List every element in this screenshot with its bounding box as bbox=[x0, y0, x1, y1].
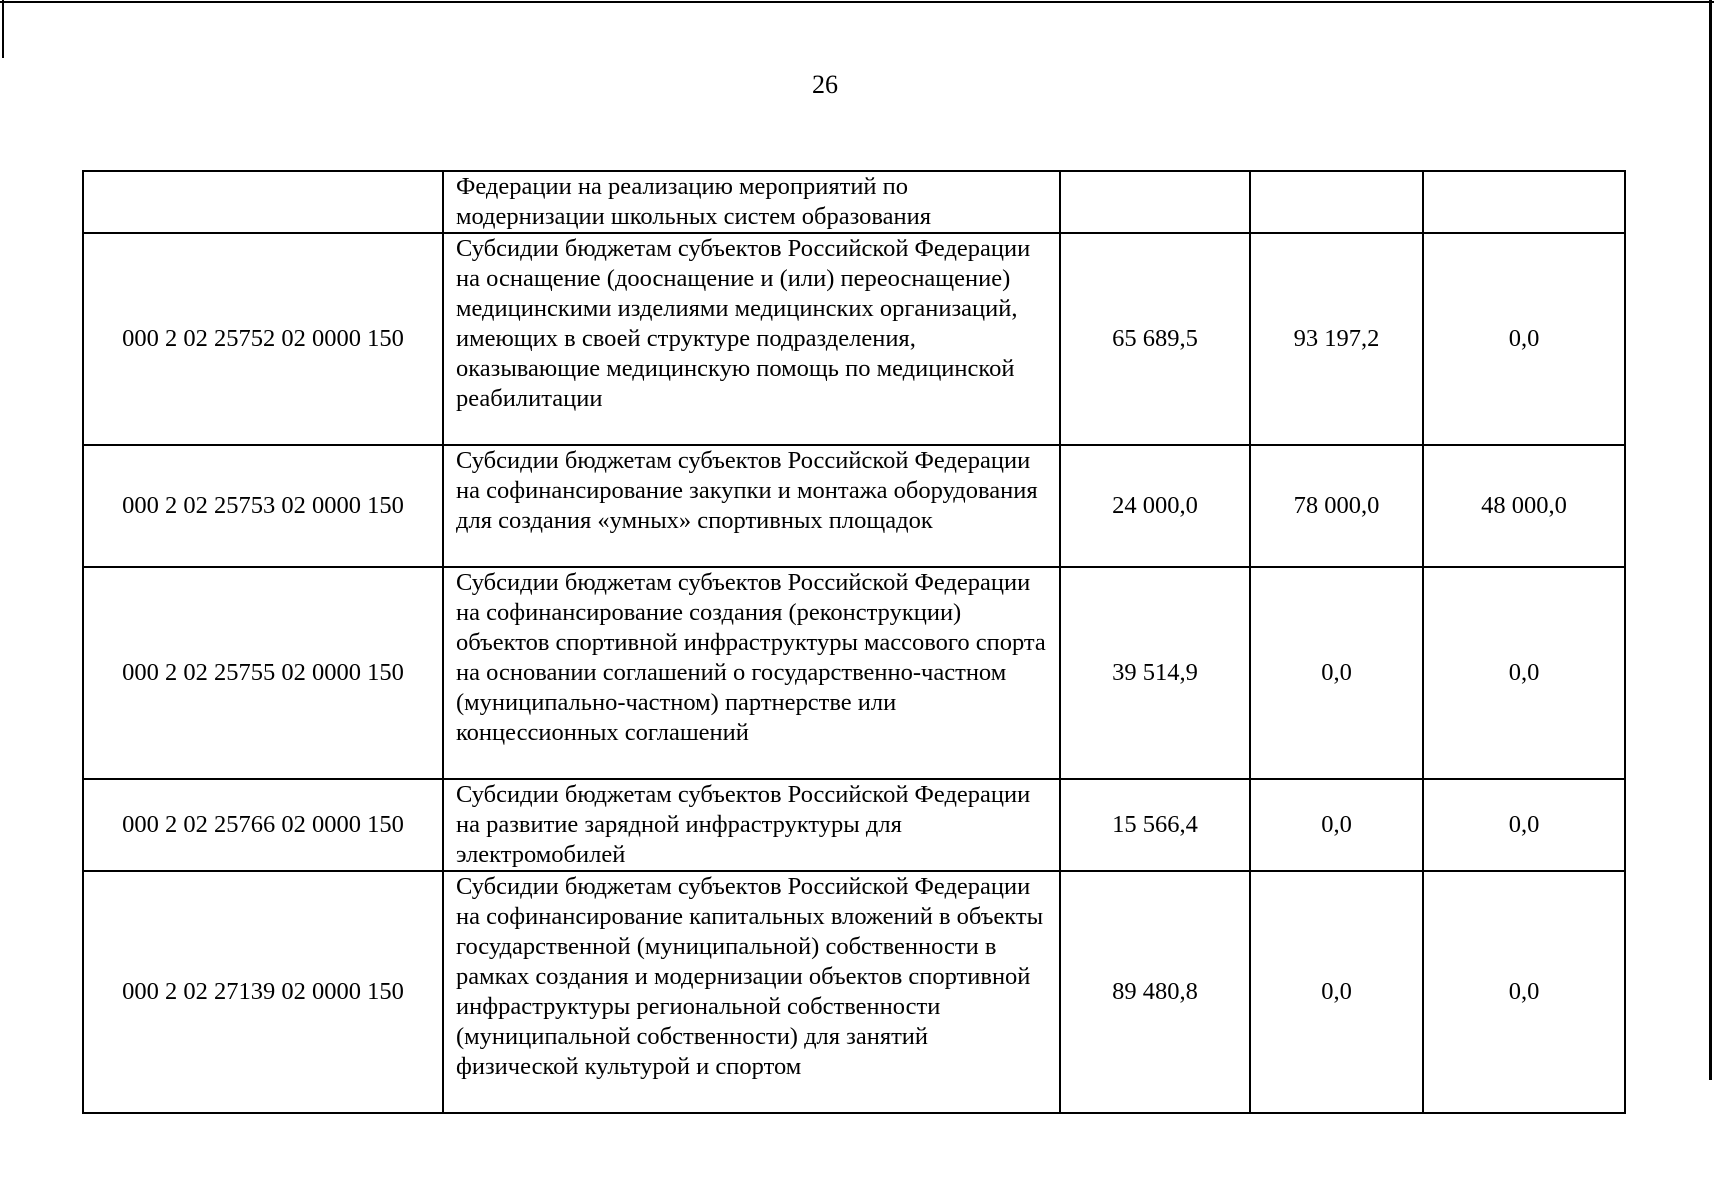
description-cell: Субсидии бюджетам субъектов Российской Федерации на оснащение (дооснащение и (или) переоснащение) медицинскими изделиями медицинских организаций, имеющих в своей структуре подразделения, оказывающие медицинскую помощь по медицинской реабилитации bbox=[443, 233, 1060, 445]
description-cell: Субсидии бюджетам субъектов Российской Федерации на софинансирование создания (реконструкции) объектов спортивной инфраструктуры массового спорта на основании соглашений о государственно-частном (муниципально-частном) партнерстве или концессионных соглашений bbox=[443, 567, 1060, 779]
budget-table bbox=[82, 170, 1626, 1114]
amount-cell-3: 48 000,0 bbox=[1423, 445, 1625, 567]
scan-edge-left bbox=[2, 0, 4, 58]
description-cell: Федерации на реализацию мероприятий по модернизации школьных систем образования bbox=[443, 171, 1060, 233]
amount-cell-3: 0,0 bbox=[1423, 871, 1625, 1113]
amount-cell-2: 78 000,0 bbox=[1250, 445, 1423, 567]
amount-cell-3: 0,0 bbox=[1423, 567, 1625, 779]
amount-cell-1: 15 566,4 bbox=[1060, 779, 1250, 871]
scan-edge-right bbox=[1709, 0, 1712, 1080]
description-cell: Субсидии бюджетам субъектов Российской Федерации на софинансирование закупки и монтажа оборудования для создания «умных» спортивных площадок bbox=[443, 445, 1060, 567]
amount-cell-2: 93 197,2 bbox=[1250, 233, 1423, 445]
amount-cell-2: 0,0 bbox=[1250, 779, 1423, 871]
amount-cell-1 bbox=[1060, 171, 1250, 233]
code-cell: 000 2 02 25766 02 0000 150 bbox=[83, 779, 443, 871]
table-row bbox=[83, 871, 1625, 1113]
amount-cell-1: 89 480,8 bbox=[1060, 871, 1250, 1113]
amount-cell-3: 0,0 bbox=[1423, 233, 1625, 445]
code-cell: 000 2 02 25753 02 0000 150 bbox=[83, 445, 443, 567]
amount-cell-2: 0,0 bbox=[1250, 871, 1423, 1113]
table-row bbox=[83, 445, 1625, 567]
table-row bbox=[83, 171, 1625, 233]
scan-edge-top bbox=[0, 1, 1714, 6]
code-cell: 000 2 02 25752 02 0000 150 bbox=[83, 233, 443, 445]
amount-cell-1: 65 689,5 bbox=[1060, 233, 1250, 445]
code-cell bbox=[83, 171, 443, 233]
table-row bbox=[83, 567, 1625, 779]
amount-cell-2: 0,0 bbox=[1250, 567, 1423, 779]
amount-cell-1: 24 000,0 bbox=[1060, 445, 1250, 567]
amount-cell-2 bbox=[1250, 171, 1423, 233]
page-number: 26 bbox=[812, 70, 838, 99]
table-row bbox=[83, 233, 1625, 445]
amount-cell-3 bbox=[1423, 171, 1625, 233]
table-row bbox=[83, 779, 1625, 871]
amount-cell-1: 39 514,9 bbox=[1060, 567, 1250, 779]
description-cell: Субсидии бюджетам субъектов Российской Федерации на софинансирование капитальных вложений в объекты государственной (муниципальной) собственности в рамках создания и модернизации объектов спортивной инфраструктуры региональной собственности (муниципальной собственности) для занятий физической культурой и спортом bbox=[443, 871, 1060, 1113]
code-cell: 000 2 02 27139 02 0000 150 bbox=[83, 871, 443, 1113]
description-cell: Субсидии бюджетам субъектов Российской Федерации на развитие зарядной инфраструктуры для электромобилей bbox=[443, 779, 1060, 871]
amount-cell-3: 0,0 bbox=[1423, 779, 1625, 871]
code-cell: 000 2 02 25755 02 0000 150 bbox=[83, 567, 443, 779]
